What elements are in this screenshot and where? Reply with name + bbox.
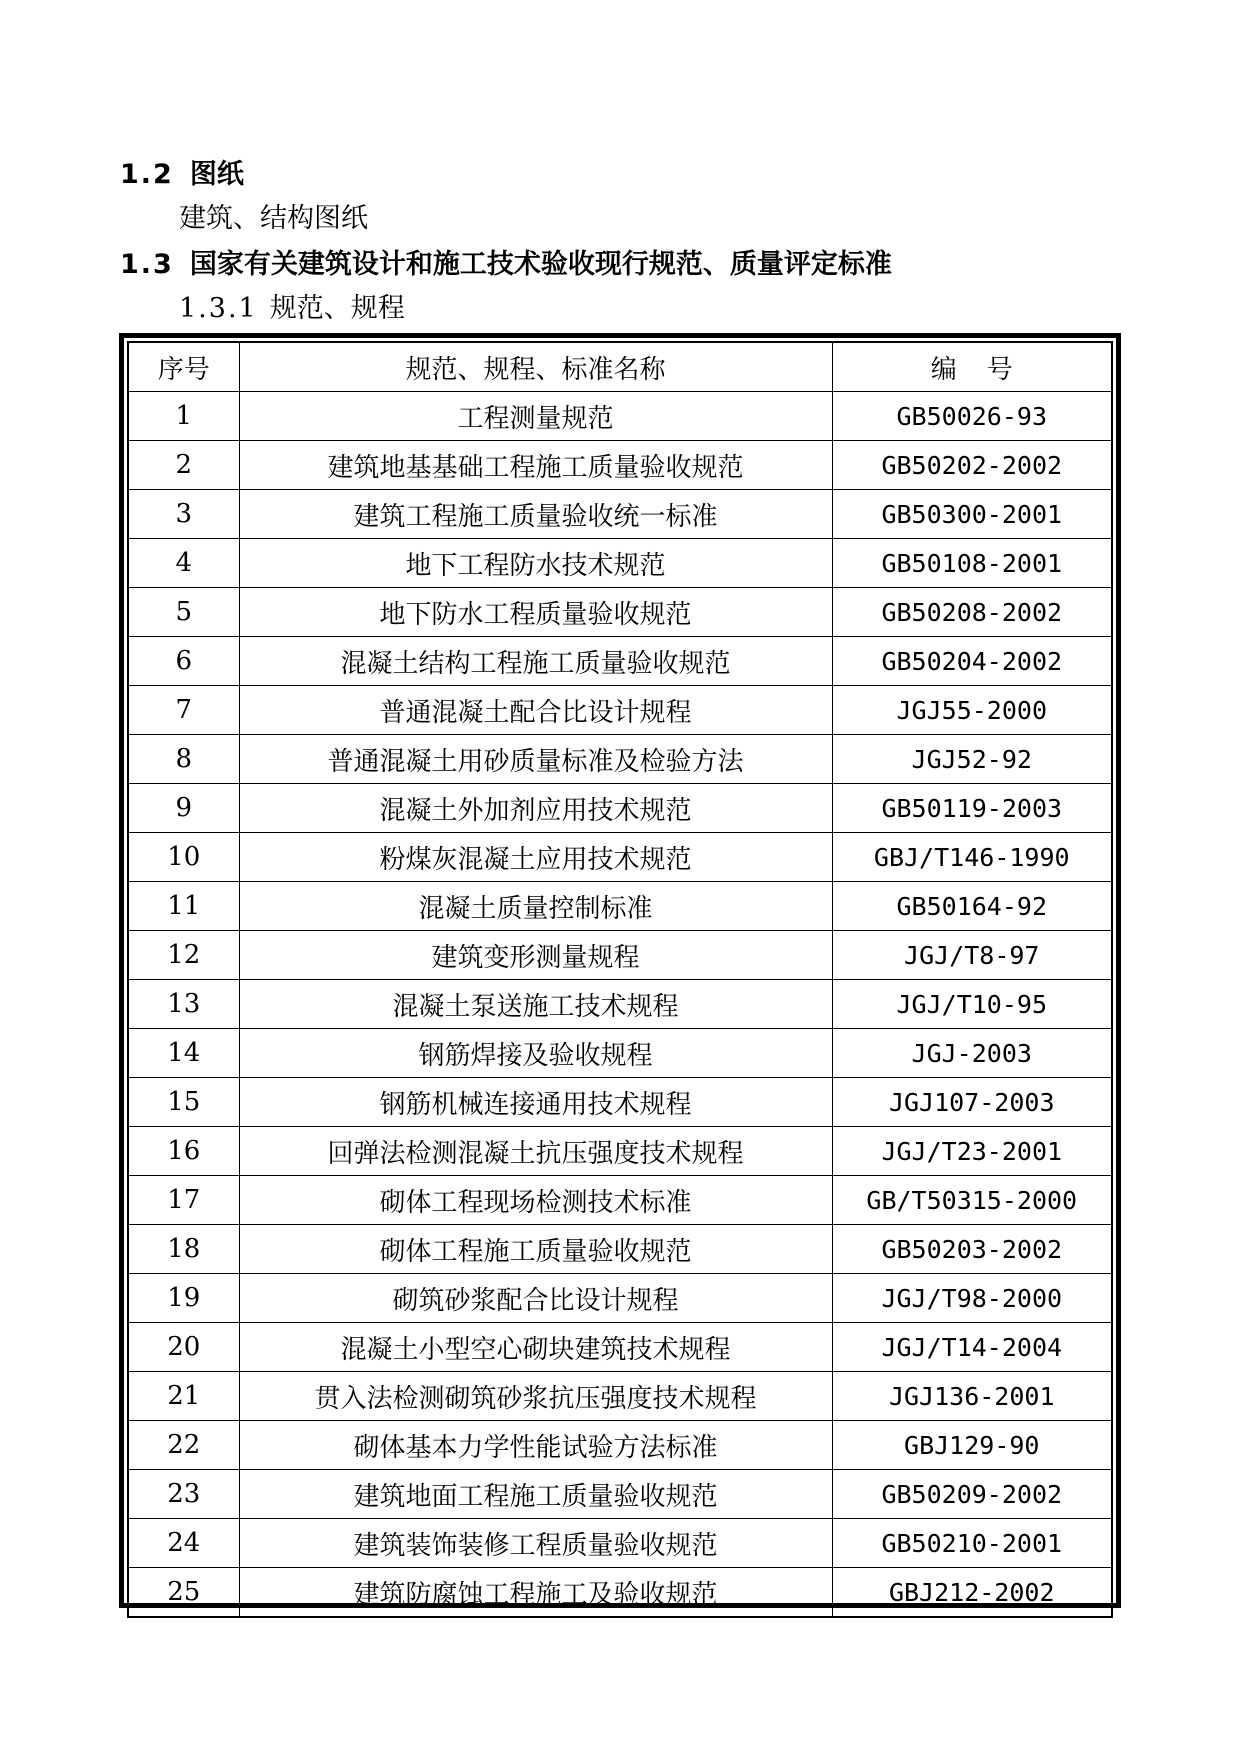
table-row <box>128 980 1112 1029</box>
row-standard-name: 钢筋焊接及验收规程 <box>239 1029 832 1078</box>
section-1-2-text: 建筑、结构图纸 <box>179 203 368 234</box>
table-row <box>128 1029 1112 1078</box>
table-body <box>128 392 1112 1618</box>
row-standard-name: 普通混凝土用砂质量标准及检验方法 <box>239 735 832 784</box>
row-seq: 21 <box>128 1372 239 1421</box>
row-standard-name: 混凝土外加剂应用技术规范 <box>239 784 832 833</box>
row-seq: 13 <box>128 980 239 1029</box>
row-seq: 24 <box>128 1519 239 1568</box>
row-seq: 16 <box>128 1127 239 1176</box>
row-standard-code: JGJ52-92 <box>832 735 1112 784</box>
row-standard-code: GB50026-93 <box>832 392 1112 441</box>
table-header-row <box>128 342 1112 392</box>
row-standard-code: GBJ129-90 <box>832 1421 1112 1470</box>
row-standard-name: 建筑地基基础工程施工质量验收规范 <box>239 441 832 490</box>
row-standard-name: 建筑变形测量规程 <box>239 931 832 980</box>
subsection-title: 规范、规程 <box>269 293 405 324</box>
table-row <box>128 1470 1112 1519</box>
table-row <box>128 392 1112 441</box>
row-standard-code: JGJ-2003 <box>832 1029 1112 1078</box>
row-standard-code: JGJ136-2001 <box>832 1372 1112 1421</box>
section-1-3-heading <box>120 248 892 282</box>
table-row <box>128 539 1112 588</box>
table-row <box>128 441 1112 490</box>
row-seq: 20 <box>128 1323 239 1372</box>
row-standard-code: GB50203-2002 <box>832 1225 1112 1274</box>
row-standard-name: 建筑防腐蚀工程施工及验收规范 <box>239 1568 832 1618</box>
section-title: 图纸 <box>189 159 244 190</box>
subsection-number: 1.3.1 <box>179 293 258 324</box>
row-seq: 25 <box>128 1568 239 1618</box>
table-row <box>128 833 1112 882</box>
row-standard-name: 建筑地面工程施工质量验收规范 <box>239 1470 832 1519</box>
row-seq: 9 <box>128 784 239 833</box>
section-1-2-heading <box>120 158 244 192</box>
table-row <box>128 882 1112 931</box>
row-standard-code: JGJ107-2003 <box>832 1078 1112 1127</box>
header-code: 编号 <box>832 342 1112 392</box>
row-standard-name: 粉煤灰混凝土应用技术规范 <box>239 833 832 882</box>
row-standard-code: GB50202-2002 <box>832 441 1112 490</box>
table-row <box>128 1372 1112 1421</box>
row-standard-code: JGJ/T98-2000 <box>832 1274 1112 1323</box>
row-standard-name: 砌筑砂浆配合比设计规程 <box>239 1274 832 1323</box>
row-standard-code: JGJ/T14-2004 <box>832 1323 1112 1372</box>
row-standard-name: 砌体工程施工质量验收规范 <box>239 1225 832 1274</box>
row-standard-code: GB50209-2002 <box>832 1470 1112 1519</box>
table-row <box>128 637 1112 686</box>
row-standard-name: 建筑装饰装修工程质量验收规范 <box>239 1519 832 1568</box>
table-row <box>128 1421 1112 1470</box>
row-standard-code: GBJ/T146-1990 <box>832 833 1112 882</box>
row-standard-name: 砌体基本力学性能试验方法标准 <box>239 1421 832 1470</box>
row-standard-name: 普通混凝土配合比设计规程 <box>239 686 832 735</box>
row-standard-name: 建筑工程施工质量验收统一标准 <box>239 490 832 539</box>
row-standard-code: GB50108-2001 <box>832 539 1112 588</box>
row-standard-code: JGJ/T8-97 <box>832 931 1112 980</box>
table-row <box>128 735 1112 784</box>
row-seq: 8 <box>128 735 239 784</box>
table-row <box>128 1078 1112 1127</box>
table-row <box>128 686 1112 735</box>
table-row <box>128 490 1112 539</box>
section-title: 国家有关建筑设计和施工技术验收现行规范、质量评定标准 <box>189 249 892 280</box>
row-standard-name: 地下工程防水技术规范 <box>239 539 832 588</box>
row-seq: 17 <box>128 1176 239 1225</box>
row-seq: 22 <box>128 1421 239 1470</box>
table-row <box>128 1127 1112 1176</box>
row-standard-name: 回弹法检测混凝土抗压强度技术规程 <box>239 1127 832 1176</box>
row-standard-code: JGJ/T23-2001 <box>832 1127 1112 1176</box>
table-row <box>128 1176 1112 1225</box>
row-seq: 12 <box>128 931 239 980</box>
row-standard-code: GB50164-92 <box>832 882 1112 931</box>
row-standard-code: GB50119-2003 <box>832 784 1112 833</box>
row-seq: 14 <box>128 1029 239 1078</box>
row-standard-code: GBJ212-2002 <box>832 1568 1112 1618</box>
row-standard-name: 钢筋机械连接通用技术规程 <box>239 1078 832 1127</box>
row-seq: 23 <box>128 1470 239 1519</box>
row-standard-code: GB50204-2002 <box>832 637 1112 686</box>
section-number: 1.3 <box>120 249 174 280</box>
row-seq: 5 <box>128 588 239 637</box>
row-standard-name: 地下防水工程质量验收规范 <box>239 588 832 637</box>
row-standard-name: 混凝土小型空心砌块建筑技术规程 <box>239 1323 832 1372</box>
row-standard-code: GB50210-2001 <box>832 1519 1112 1568</box>
row-seq: 1 <box>128 392 239 441</box>
table-row <box>128 1274 1112 1323</box>
row-seq: 7 <box>128 686 239 735</box>
table-row <box>128 1568 1112 1618</box>
row-seq: 11 <box>128 882 239 931</box>
row-seq: 2 <box>128 441 239 490</box>
row-standard-name: 贯入法检测砌筑砂浆抗压强度技术规程 <box>239 1372 832 1421</box>
header-seq: 序号 <box>128 342 239 392</box>
standards-table <box>127 341 1113 1618</box>
row-standard-code: JGJ55-2000 <box>832 686 1112 735</box>
row-seq: 3 <box>128 490 239 539</box>
row-seq: 15 <box>128 1078 239 1127</box>
row-standard-name: 砌体工程现场检测技术标准 <box>239 1176 832 1225</box>
row-seq: 18 <box>128 1225 239 1274</box>
row-standard-code: GB/T50315-2000 <box>832 1176 1112 1225</box>
row-standard-code: GB50208-2002 <box>832 588 1112 637</box>
row-standard-code: JGJ/T10-95 <box>832 980 1112 1029</box>
table-row <box>128 784 1112 833</box>
row-standard-name: 混凝土泵送施工技术规程 <box>239 980 832 1029</box>
row-standard-code: GB50300-2001 <box>832 490 1112 539</box>
table-row <box>128 1225 1112 1274</box>
row-standard-name: 混凝土结构工程施工质量验收规范 <box>239 637 832 686</box>
table-row <box>128 1323 1112 1372</box>
row-standard-name: 工程测量规范 <box>239 392 832 441</box>
row-seq: 4 <box>128 539 239 588</box>
row-standard-name: 混凝土质量控制标准 <box>239 882 832 931</box>
table-row <box>128 1519 1112 1568</box>
table-row <box>128 588 1112 637</box>
header-name: 规范、规程、标准名称 <box>239 342 832 392</box>
section-number: 1.2 <box>120 159 174 190</box>
table-row <box>128 931 1112 980</box>
row-seq: 19 <box>128 1274 239 1323</box>
subsection-1-3-1-heading <box>179 292 405 326</box>
row-seq: 10 <box>128 833 239 882</box>
standards-table-frame <box>119 333 1121 1608</box>
row-seq: 6 <box>128 637 239 686</box>
